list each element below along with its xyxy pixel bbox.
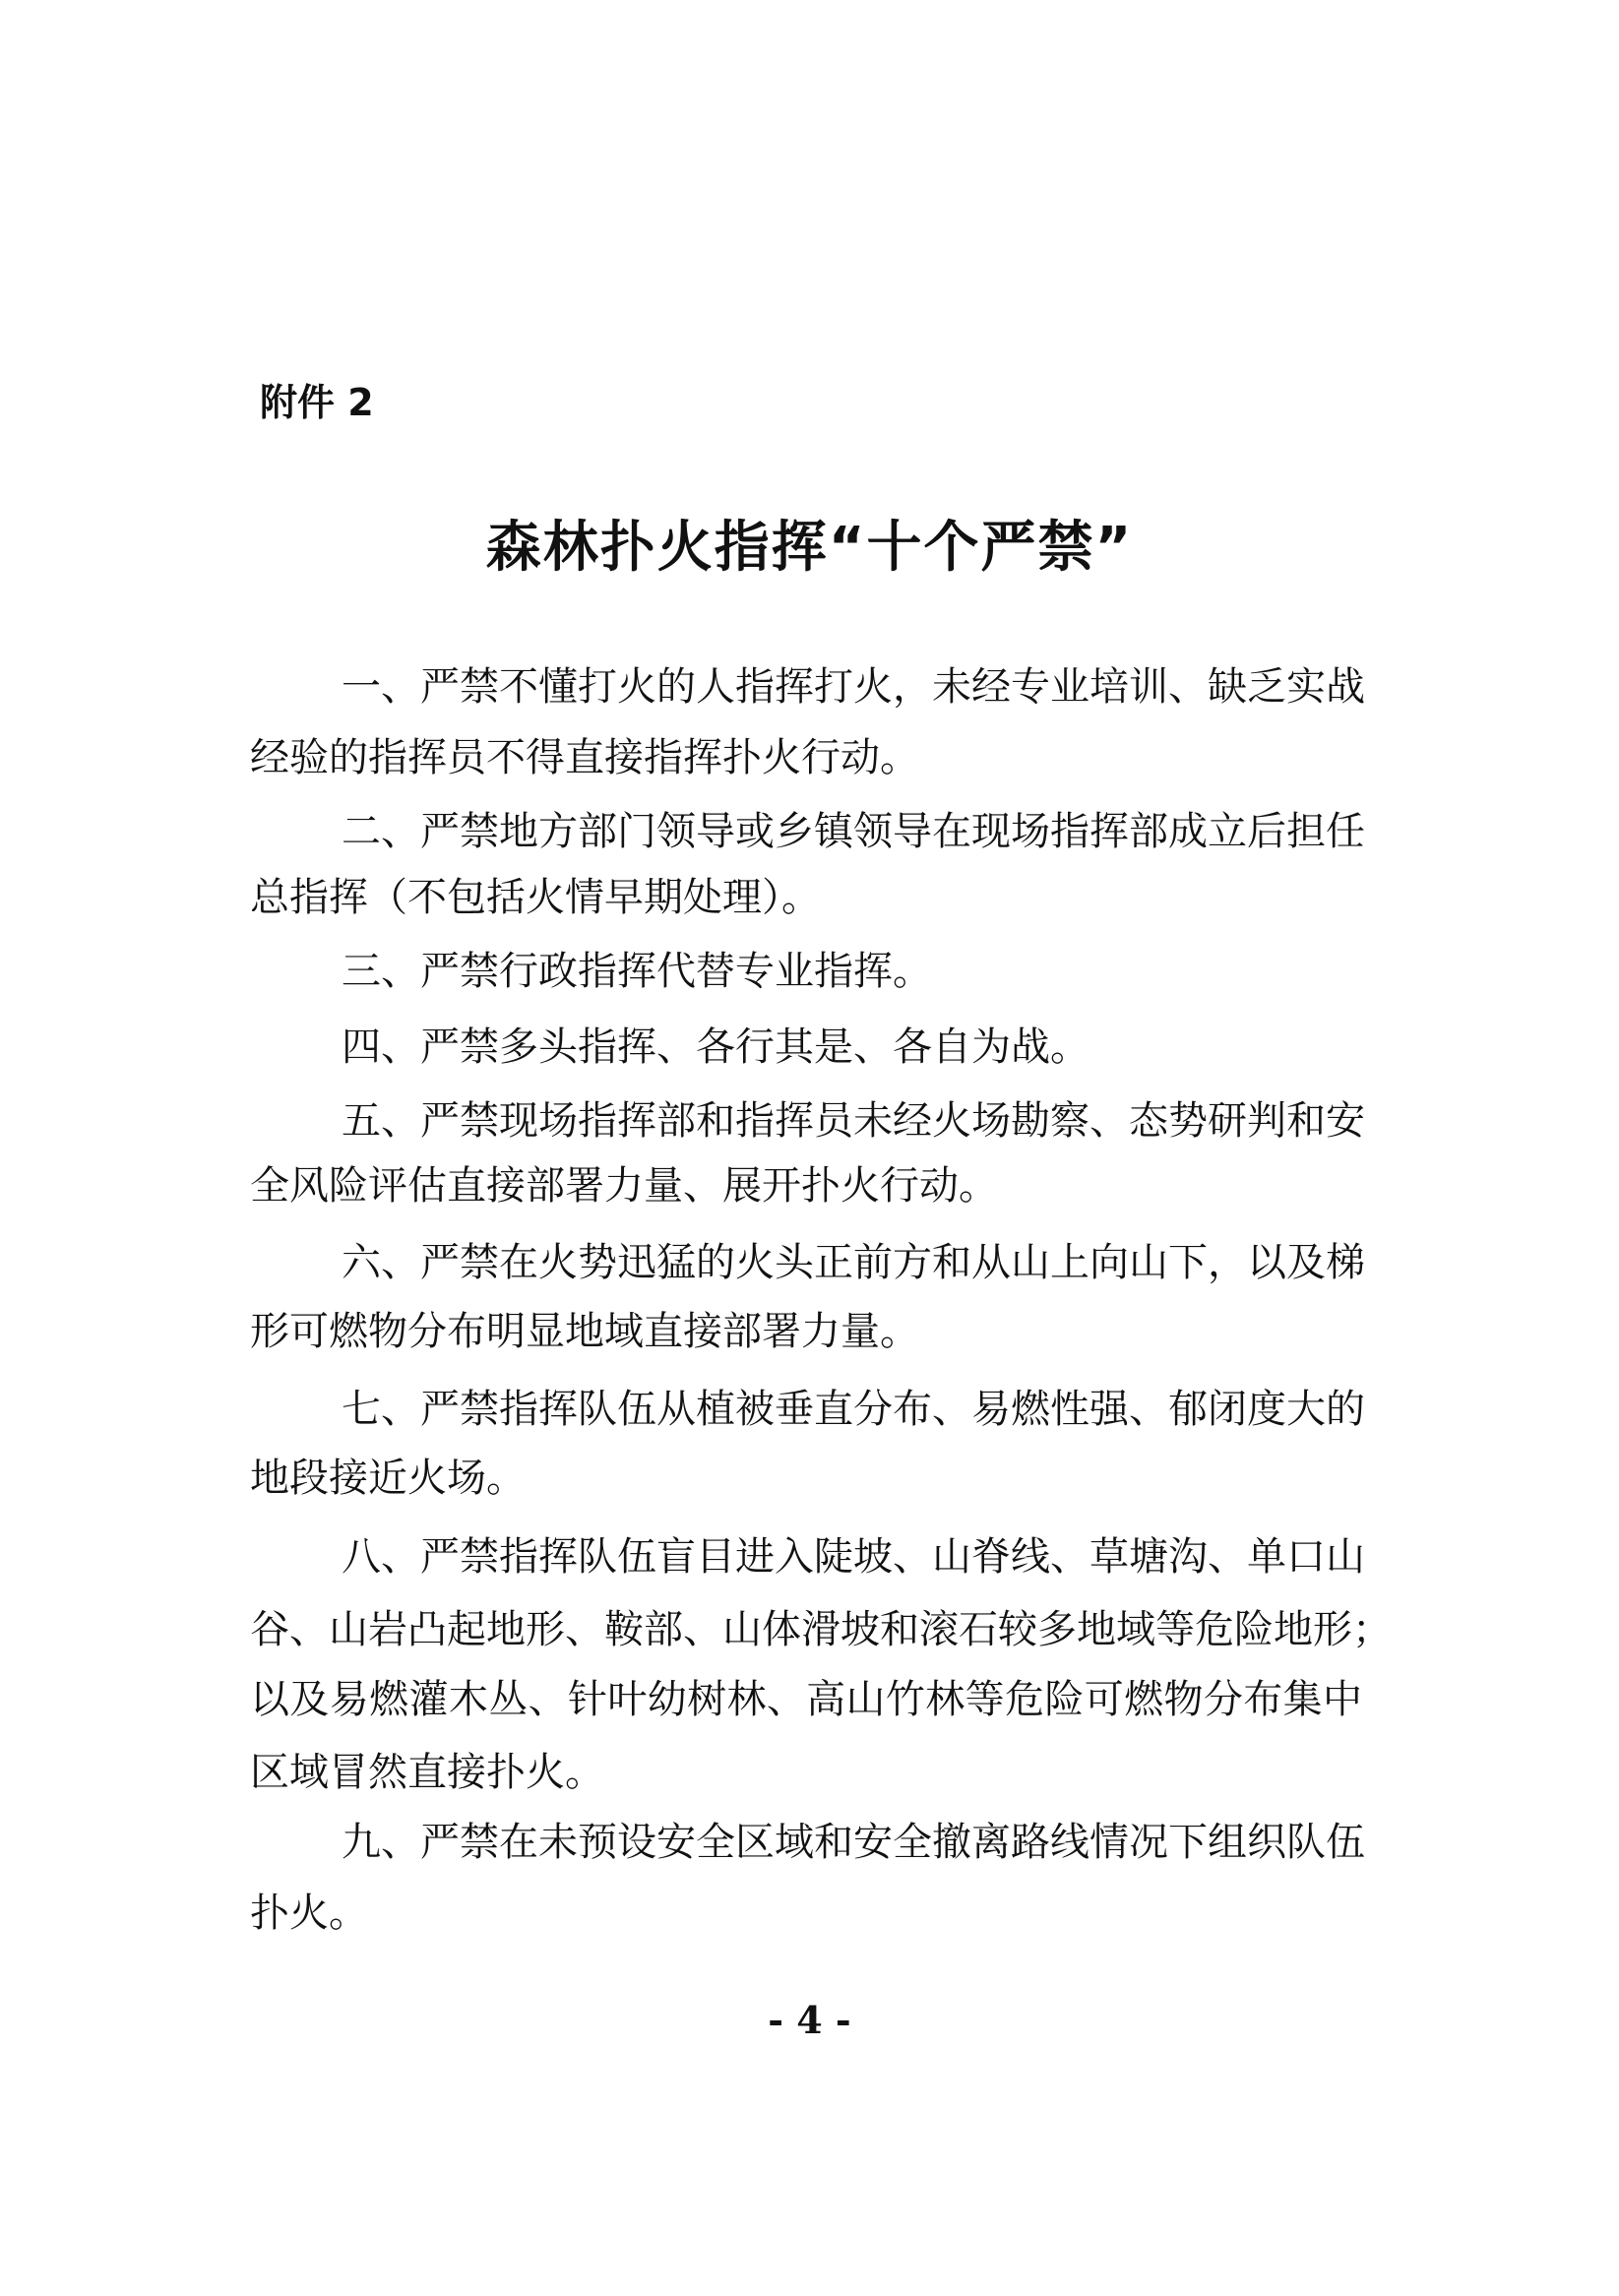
page-number: - 4 -	[768, 1998, 851, 2042]
item-8-line-1: 八、严禁指挥队伍盲目进入陡坡、山脊线、草塘沟、单口山	[342, 1534, 1365, 1580]
item-2-line-1: 二、严禁地方部门领导或乡镇领导在现场指挥部成立后担任	[342, 809, 1365, 854]
item-8-line-4: 区域冒然直接扑火。	[250, 1750, 604, 1795]
item-5-line-1: 五、严禁现场指挥部和指挥员未经火场勘察、态势研判和安	[342, 1098, 1365, 1144]
item-1-line-1: 一、严禁不懂打火的人指挥打火，未经专业培训、缺乏实战	[342, 664, 1365, 710]
item-7-line-1: 七、严禁指挥队伍从植被垂直分布、易燃性强、郁闭度大的	[342, 1387, 1365, 1432]
item-5-line-2: 全风险评估直接部署力量、展开扑火行动。	[250, 1163, 998, 1209]
item-9-line-1: 九、严禁在未预设安全区域和安全撤离路线情况下组织队伍	[342, 1820, 1365, 1865]
item-8-line-2: 谷、山岩凸起地形、鞍部、山体滑坡和滚石较多地域等危险地形；	[250, 1607, 1392, 1652]
item-3-line-1: 三、严禁行政指挥代替专业指挥。	[342, 949, 932, 994]
item-8-line-3: 以及易燃灌木丛、针叶幼树林、高山竹林等危险可燃物分布集中	[250, 1677, 1362, 1722]
item-4-line-1: 四、严禁多头指挥、各行其是、各自为战。	[342, 1024, 1090, 1070]
document-title: 森林扑火指挥“十个严禁”	[485, 516, 1134, 580]
item-2-line-2: 总指挥（不包括火情早期处理）。	[250, 875, 821, 920]
item-6-line-1: 六、严禁在火势迅猛的火头正前方和从山上向山下，以及梯	[342, 1240, 1365, 1285]
attachment-label: 附件 2	[260, 381, 374, 424]
item-9-line-2: 扑火。	[250, 1891, 368, 1936]
item-7-line-2: 地段接近火场。	[250, 1456, 526, 1501]
item-1-line-2: 经验的指挥员不得直接指挥扑火行动。	[250, 735, 919, 780]
item-6-line-2: 形可燃物分布明显地域直接部署力量。	[250, 1309, 919, 1354]
